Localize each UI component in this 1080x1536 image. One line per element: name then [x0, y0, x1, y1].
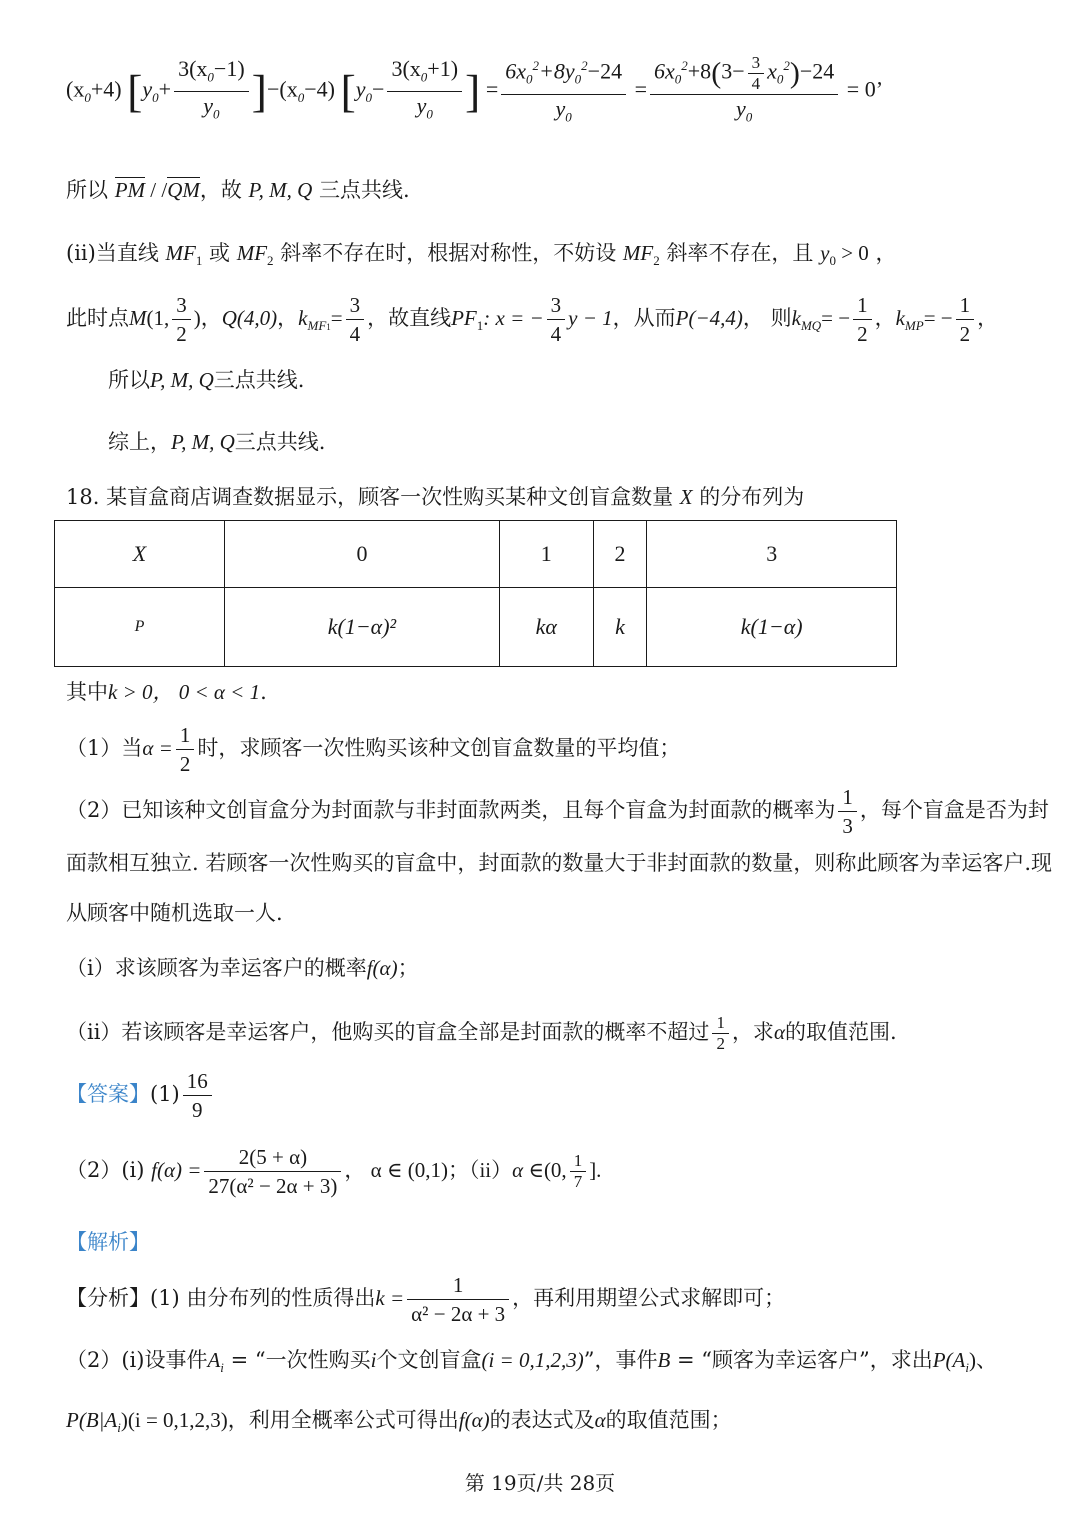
subscript: 0	[212, 106, 220, 122]
points: P, M, Q	[150, 368, 214, 392]
text: (1)	[150, 1082, 180, 1106]
text: 斜率不存在时，根据对称性，不妨设	[280, 241, 617, 265]
math: (0,	[543, 1158, 567, 1182]
fraction	[956, 291, 975, 348]
math: f(α) =	[151, 1158, 202, 1182]
frac-den: y	[416, 93, 427, 119]
eq-part: +4)	[90, 76, 122, 102]
fraction	[172, 291, 191, 348]
frac-den: y	[736, 95, 746, 121]
fraction	[183, 1067, 212, 1124]
text: 三点共线.	[319, 178, 410, 202]
math: : x = −	[483, 306, 544, 330]
math: y − 1	[568, 306, 613, 330]
question-2-line-2	[66, 848, 1052, 878]
text-line-5	[108, 365, 304, 395]
frac-den: 2	[179, 752, 191, 776]
math: = −	[923, 306, 953, 330]
table-cell: 2	[593, 521, 647, 588]
frac-num: 16	[183, 1067, 212, 1096]
frac-den: 2	[716, 1034, 725, 1053]
fraction	[204, 1143, 341, 1200]
text: 个文创盲盒	[376, 1348, 482, 1372]
subscript: i	[117, 1420, 121, 1436]
math: > 0	[835, 241, 869, 265]
math: ， α ∈ (0,1)；（ii）	[344, 1158, 513, 1182]
frac-den: 4	[550, 322, 562, 346]
text: 的分布列为	[699, 485, 805, 509]
math: α	[773, 1020, 785, 1044]
question-2-ii	[66, 1008, 897, 1056]
fraction	[387, 55, 462, 129]
frac-num: +8	[687, 58, 712, 84]
math: =	[330, 306, 343, 330]
text: 面款相互独立. 若顾客一次性购买的盲盒中，封面款的数量大于非封面款的数量，则称此顾客为幸运客户.现	[66, 851, 1053, 875]
math: )	[968, 1348, 976, 1372]
math: P(B|A	[66, 1408, 118, 1432]
fraction	[748, 53, 765, 94]
math: X	[679, 485, 693, 509]
frac-den: 9	[192, 1098, 203, 1122]
question-2	[66, 782, 1049, 840]
superscript: 2	[532, 58, 540, 74]
frac-num: 3	[346, 291, 365, 320]
text: 三点共线.	[234, 430, 326, 454]
table-row	[55, 588, 897, 667]
subscript: MQ	[800, 318, 822, 334]
table-row	[55, 521, 897, 588]
frac-num: 1	[176, 721, 195, 750]
frac-den: 4	[349, 322, 361, 346]
frac-num: 1	[570, 1151, 587, 1172]
frac-den: 2	[857, 322, 868, 346]
math: M	[129, 306, 147, 330]
text: （1）当	[66, 736, 143, 760]
text: 其中	[66, 680, 108, 704]
fraction	[853, 291, 872, 348]
eq-part: −(x	[266, 76, 298, 102]
eq-part: −4)	[304, 76, 335, 102]
fraction	[176, 721, 195, 778]
superscript: 2	[581, 58, 588, 74]
frac-num: 1	[838, 783, 857, 812]
table-cell: k(1−α)²	[225, 588, 500, 667]
distribution-table	[54, 520, 897, 667]
table-cell: 1	[499, 521, 593, 588]
bracket-open: [	[340, 65, 356, 117]
text: ，	[200, 306, 222, 330]
subscript: 0	[574, 71, 582, 87]
frac-den: y	[203, 93, 213, 119]
subscript: 0	[426, 106, 433, 122]
text: ， 则	[742, 306, 792, 330]
text: = “顾客为幸运客户”，求出	[670, 1348, 933, 1372]
text: 、	[975, 1348, 997, 1372]
math: A	[207, 1348, 221, 1372]
math: MF	[236, 241, 268, 265]
frac-den: 2	[176, 322, 187, 346]
text: （i）求该顾客为幸运客户的概率	[66, 956, 367, 980]
math: α	[594, 1408, 606, 1432]
text: （2）(i)	[66, 1158, 145, 1182]
question-1	[66, 720, 680, 778]
fraction: $6x_0^2+8(3-$ $\frac{3}{4}$ $x_0^2)-24$ $y_0$	[650, 52, 838, 131]
subscript: i	[965, 1360, 969, 1376]
analysis-line-2	[66, 1345, 997, 1383]
fraction	[174, 55, 249, 129]
frac-num: 1	[853, 291, 872, 320]
eq-part: y	[355, 76, 366, 102]
text-line-2	[66, 175, 410, 205]
subscript: i	[220, 1360, 224, 1376]
frac-den: 2	[959, 322, 971, 346]
bracket-close: ]	[251, 65, 267, 117]
text-line-4	[66, 290, 998, 355]
table-cell: X	[55, 521, 225, 588]
subscript: 0	[84, 90, 91, 106]
math: k	[895, 306, 905, 330]
frac-num: +1)	[427, 55, 459, 81]
frac-num: 1	[407, 1271, 509, 1300]
frac-num: +8y	[539, 58, 575, 84]
math: PF	[451, 306, 477, 330]
text: 18. 某盲盒商店调查数据显示，顾客一次性购买某种文创盲盒数量	[66, 485, 674, 509]
eq-part: +	[158, 76, 172, 102]
subscript: 0	[674, 71, 682, 87]
frac-num: 1	[956, 291, 975, 320]
condition-line	[66, 677, 267, 707]
parallel-sign: / /	[145, 178, 168, 202]
subscript: 0	[152, 90, 159, 106]
math: α =	[142, 736, 173, 760]
text: ，求	[731, 1020, 774, 1044]
analysis-label: 【解析】	[66, 1230, 150, 1254]
text: 的取值范围；	[605, 1408, 732, 1432]
bracket-close: ]	[465, 65, 481, 117]
math: k	[298, 306, 308, 330]
text: （2）已知该种文创盲盒分为封面款与非封面款两类，且每个盲盒为封面款的概率为	[66, 798, 836, 822]
table-cell: P	[55, 588, 225, 667]
text: 所以	[108, 368, 150, 392]
math: f(α)	[366, 956, 398, 980]
frac-num: 3−	[721, 58, 745, 84]
analysis-line-1	[66, 1270, 785, 1328]
table-cell: 0	[225, 521, 500, 588]
frac-den: 27(α² − 2α + 3)	[208, 1174, 338, 1198]
table-cell: k(1−α)	[647, 588, 897, 667]
frac-den: 3	[842, 814, 853, 838]
text: ，	[977, 306, 999, 330]
subscript: 1	[326, 322, 331, 333]
math: B	[657, 1348, 671, 1372]
text: ，再利用期望公式求解即可；	[512, 1286, 786, 1310]
frac-num: 2(5 + α)	[204, 1143, 341, 1172]
text: ，故	[199, 178, 242, 202]
fraction	[838, 783, 857, 840]
text: 此时点	[66, 306, 129, 330]
points: P, M, Q	[171, 430, 235, 454]
text: = “一次性购买	[223, 1348, 371, 1372]
superscript: 2	[681, 58, 688, 73]
subscript: 2	[653, 253, 660, 269]
frac-den: 7	[573, 1172, 583, 1191]
analysis-label-line	[66, 1227, 150, 1257]
text: 或	[209, 241, 231, 265]
table-cell: 3	[647, 521, 897, 588]
subscript: 0	[207, 69, 214, 85]
frac-num: 1	[712, 1013, 729, 1034]
answer-line-2	[66, 1140, 601, 1200]
subscript: MP	[904, 318, 924, 334]
frac-num: 6x	[654, 58, 675, 84]
math: MF	[165, 241, 196, 265]
frac-num: 6x	[505, 58, 527, 84]
text: 的取值范围.	[784, 1020, 897, 1044]
text: (ii)当直线	[66, 241, 159, 265]
subscript: 0	[526, 71, 533, 87]
math: α ∈	[512, 1158, 544, 1182]
math: P(A	[932, 1348, 966, 1372]
subscript: 0	[565, 109, 572, 125]
frac-den: 4	[751, 73, 761, 93]
superscript: 2	[783, 58, 790, 73]
subscript: 0	[829, 253, 836, 269]
frac-num: −24	[587, 58, 623, 84]
frac-num: −24	[799, 58, 835, 84]
text: 综上，	[108, 430, 171, 454]
math: Q(4,0)	[221, 306, 278, 330]
text: 的表达式及	[489, 1408, 595, 1432]
fraction	[346, 291, 365, 348]
table-cell: k	[593, 588, 647, 667]
eq-part: (x	[66, 76, 85, 102]
math: k =	[375, 1286, 405, 1310]
fraction	[547, 291, 566, 348]
subscript: 0	[745, 109, 753, 125]
question-2-i	[66, 953, 419, 983]
table-cell: kα	[499, 588, 593, 667]
text: ；	[397, 956, 419, 980]
points: P, M, Q	[248, 178, 313, 202]
text: 时，求顾客一次性购买该种文创盲盒数量的平均值；	[197, 736, 681, 760]
math: = −	[821, 306, 851, 330]
text: 所以	[66, 178, 108, 202]
subscript: 1	[476, 318, 484, 334]
subscript: 1	[195, 253, 203, 269]
frac-den: α² − 2α + 3	[411, 1302, 506, 1326]
frac-num: 3(x	[178, 55, 208, 81]
question-2-line-3	[66, 898, 283, 928]
equation-top: $(x_0+4)$ [$y_0+$ $\frac{3(x_0-1)}{y_0}$ ]$-(x_0-4)$ [$y_0-$ $\frac{3(x_0+1)}{y_0}$ ] = $\frac{6x_0^2+8y_0^2-24}{y_0}$ = $6x_0^2+8(3-$ $\frac{3}{4}$ $x_0^2)-24$ $y_0$ = 0’	[66, 52, 883, 131]
subscript: 0	[776, 71, 784, 87]
fraction	[570, 1151, 587, 1192]
math: y	[820, 241, 830, 265]
subscript: MF	[307, 318, 327, 334]
text: .	[260, 680, 267, 704]
text: ”，事件	[583, 1348, 658, 1372]
math: )	[193, 306, 201, 330]
bracket-open: [	[127, 65, 143, 117]
subscript: 0	[420, 69, 428, 85]
frac-num: 3	[172, 291, 191, 320]
text: 从顾客中随机选取一人.	[66, 901, 283, 925]
answer-label: 【答案】	[66, 1082, 150, 1106]
frac-num: 3	[748, 53, 765, 74]
frac-num: −1)	[213, 55, 245, 81]
text: （2）(i)设事件	[66, 1348, 208, 1372]
subscript: 2	[267, 253, 274, 269]
analysis-line-3	[66, 1405, 732, 1443]
text: ，	[875, 241, 897, 265]
text: ，每个盲盒是否为封	[859, 798, 1049, 822]
fraction	[501, 52, 626, 131]
math: )(i = 0,1,2,3)	[120, 1408, 228, 1432]
page-footer: 第 19页/共 28页	[464, 1471, 616, 1495]
text: ，	[874, 306, 896, 330]
frac-num: 3(x	[391, 55, 421, 81]
text-line-6	[108, 427, 325, 457]
fraction	[712, 1013, 729, 1054]
eq-part: −	[372, 76, 385, 102]
vector-pm: PM	[114, 178, 146, 202]
math: f(α)	[458, 1408, 490, 1432]
text: ，故直线	[367, 306, 452, 330]
subscript: 0	[365, 90, 373, 106]
text: ，从而	[612, 306, 676, 330]
math: ].	[589, 1158, 602, 1182]
text-line-3	[66, 238, 896, 276]
text: 【分析】	[66, 1286, 150, 1310]
math: k	[791, 306, 801, 330]
text: （ii）若该顾客是幸运客户，他购买的盲盒全部是封面款的概率不超过	[66, 1020, 710, 1044]
math: MF	[622, 241, 654, 265]
fraction	[407, 1271, 509, 1328]
math: k > 0， 0 < α < 1	[108, 680, 261, 704]
math: (i = 0,1,2,3)	[481, 1348, 584, 1372]
math: (1,	[146, 306, 170, 330]
text: ，	[277, 306, 299, 330]
text: ，利用全概率公式可得出	[227, 1408, 459, 1432]
eq-end: = 0’	[846, 76, 884, 102]
subscript: 0	[297, 90, 305, 106]
vector-qm: QM	[167, 178, 200, 202]
math: P(−4,4)	[675, 306, 743, 330]
text: 斜率不存在，且	[666, 241, 814, 265]
text: (1) 由分布列的性质得出	[150, 1286, 376, 1310]
frac-den: y	[555, 95, 566, 121]
frac-num: 3	[547, 291, 566, 320]
math: i	[370, 1348, 377, 1372]
eq-part: y	[142, 76, 153, 102]
answer-line-1	[66, 1066, 215, 1124]
question-18-heading	[66, 482, 804, 512]
text: 三点共线.	[213, 368, 305, 392]
